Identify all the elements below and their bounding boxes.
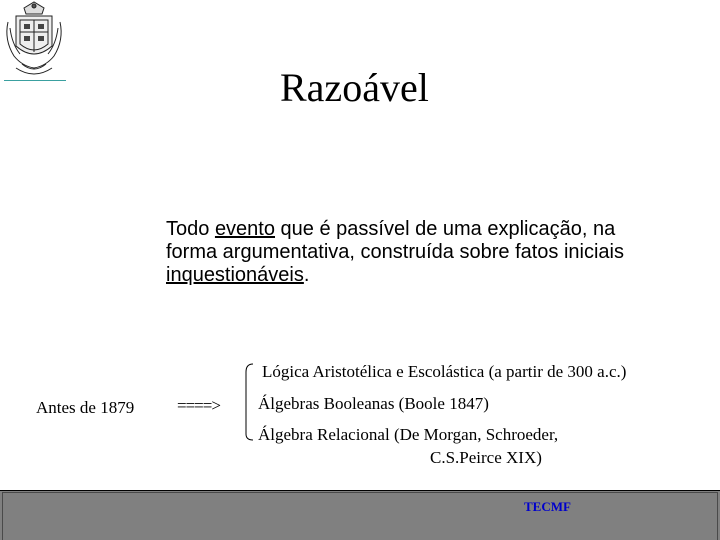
footer-label: TECMF [524,499,571,514]
definition-part-3: . [303,264,310,286]
coat-of-arms-logo [2,0,66,82]
implies-arrow: ====> [177,396,220,415]
timeline-item-boolean-algebras: Álgebras Booleanas (Boole 1847) [258,394,489,413]
logo-underline [4,80,66,81]
definition-underlined-unquestionable: inquestionáveis [166,264,304,286]
definition-text [166,218,626,287]
definition-part-1: Todo [166,218,215,240]
definition-underlined-event: evento [214,218,275,240]
timeline-item-aristotelian-logic: Lógica Aristotélica e Escolástica (a partir de 300 a.c.) [262,362,627,381]
slide-title: Razoável [280,65,429,110]
before-1879-label: Antes de 1879 [36,398,135,417]
timeline-item-relational-algebra-cont: C.S.Peirce XIX) [430,448,542,467]
footer-frame [2,492,718,540]
grouping-brace [240,362,254,442]
definition-part-2: que é passível de uma explicação, na forma argumentativa, construída sobre fatos iniciais [166,218,624,263]
footer-bar [0,490,720,540]
timeline-item-relational-algebra: Álgebra Relacional (De Morgan, Schroeder, [258,425,559,444]
